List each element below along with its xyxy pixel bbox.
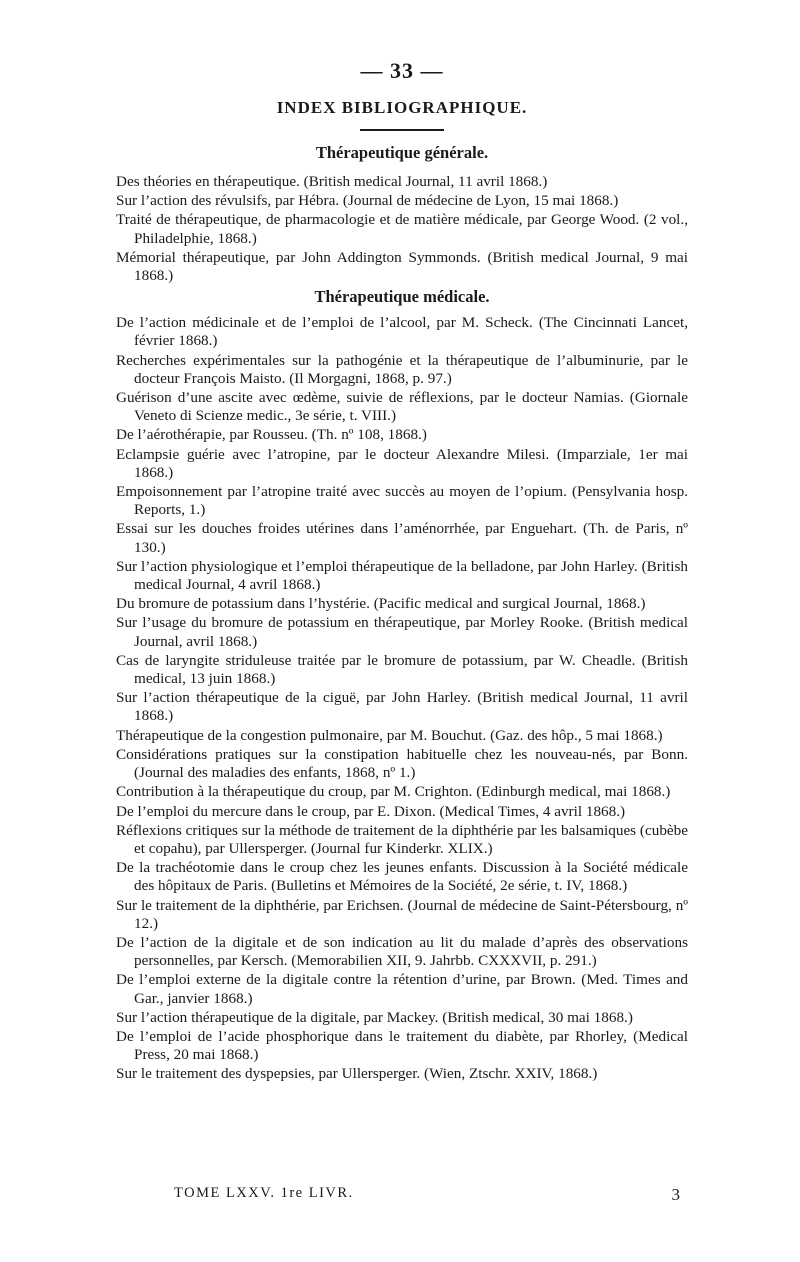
bibliography-entry: Mémorial thérapeutique, par John Addington Symmonds. (British medical Journal, 9 mai 1868.): [116, 248, 688, 285]
bibliography-entry: De l’emploi du mercure dans le croup, par E. Dixon. (Medical Times, 4 avril 1868.): [116, 802, 626, 820]
document-page: [116, 58, 688, 1204]
bibliography-entry: Sur le traitement des dyspepsies, par Ullersperger. (Wien, Ztschr. XXIV, 1868.): [116, 1065, 598, 1083]
bibliography-entry: Essai sur les douches froides utérines dans l’aménorrhée, par Enguehart. (Th. de Paris, nº 130.): [116, 520, 688, 556]
page-footer: [116, 1185, 688, 1205]
bibliography-entry: De l’aérothérapie, par Rousseu. (Th. nº 108, 1868.): [116, 426, 427, 444]
bibliography-entry: Sur l’action thérapeutique de la digitale, par Mackey. (British medical, 30 mai 1868.): [116, 1008, 633, 1026]
bibliography-entry: Eclampsie guérie avec l’atropine, par le docteur Alexandre Milesi. (Imparziale, 1er mai 1868.): [116, 445, 688, 481]
signature-line: TOME LXXV. 1re LIVR.: [174, 1185, 354, 1201]
bibliography-entry: Sur l’action thérapeutique de la ciguë, par John Harley. (British medical Journal, 11 avril 1868.): [116, 689, 688, 725]
signature-mark: 3: [671, 1185, 680, 1204]
section-heading-therapeutique-generale: Thérapeutique générale.: [315, 143, 489, 162]
page-title: INDEX BIBLIOGRAPHIQUE.: [276, 98, 528, 117]
bibliography-entry: De l’emploi de l’acide phosphorique dans le traitement du diabète, par Rhorley, (Medical Press, 20 mai 1868.): [116, 1027, 688, 1064]
bibliography-entry: Guérison d’une ascite avec œdème, suivie de réflexions, par le docteur Namias. (Giornale Veneto di Scienze medic., 3e série, t. VIII.): [116, 389, 688, 425]
bibliography-entry: Des théories en thérapeutique. (British medical Journal, 11 avril 1868.): [116, 173, 548, 190]
bibliography-entry: Du bromure de potassium dans l’hystérie. (Pacific medical and surgical Journal, 1868.): [116, 595, 646, 613]
bibliography-entry: Empoisonnement par l’atropine traité avec succès au moyen de l’opium. (Pensylvania hosp. Reports, 1.): [116, 483, 688, 519]
bibliography-entry: Traité de thérapeutique, de pharmacologie et de matière médicale, par George Wood. (2 vol., Philadelphie, 1868.): [116, 211, 688, 247]
bibliography-entry: Recherches expérimentales sur la pathogénie et la thérapeutique de l’albuminurie, par le docteur François Maisto. (Il Morgagni, 1868, p. 97.): [116, 351, 688, 387]
bibliography-entry: Cas de laryngite striduleuse traitée par le bromure de potassium, par W. Cheadle. (British medical, 13 juin 1868.): [116, 651, 688, 688]
bibliography-entry: De l’action de la digitale et de son indication au lit du malade d’après des observations personnelles, par Kersch. (Memorabilien XII, 9. Jahrbb. CXXXVII, p. 291.): [116, 933, 688, 970]
bibliography-entry: De l’emploi externe de la digitale contre la rétention d’urine, par Brown. (Med. Times and Gar., janvier 1868.): [116, 971, 688, 1007]
bibliography-entry: De la trachéotomie dans le croup chez les jeunes enfants. Discussion à la Société médicale des hôpitaux de Paris. (Bulletins et Mémoires de la Société, 2e série, t. IV, 1868.): [116, 859, 688, 895]
bibliography-entry: Sur l’action physiologique et l’emploi thérapeutique de la belladone, par John Harley. (British medical Journal, 4 avril 1868.): [116, 557, 688, 594]
bibliography-entry: Considérations pratiques sur la constipation habituelle chez les nouveau-nés, par Bonn. (Journal des maladies des enfants, 1868, nº 1.): [116, 745, 688, 782]
bibliography-entry: Contribution à la thérapeutique du croup, par M. Crighton. (Edinburgh medical, mai 1868.): [116, 783, 671, 801]
section-heading-therapeutique-medicale: Thérapeutique médicale.: [314, 287, 490, 307]
bibliography-entry: Thérapeutique de la congestion pulmonaire, par M. Bouchut. (Gaz. des hôp., 5 mai 1868.): [116, 726, 663, 744]
bibliography-entry: Sur l’action des révulsifs, par Hébra. (Journal de médecine de Lyon, 15 mai 1868.): [116, 192, 619, 210]
bibliography-list-generale: [116, 173, 688, 285]
bibliography-list-medicale: [116, 314, 688, 1083]
bibliography-entry: Sur l’usage du bromure de potassium en thérapeutique, par Morley Rooke. (British medical Journal, avril 1868.): [116, 614, 688, 650]
bibliography-entry: Réflexions critiques sur la méthode de traitement de la diphthérie par les balsamiques (cubèbe et copahu), par Ullersperger. (Journal fur Kinderkr. XLIX.): [116, 821, 688, 857]
bibliography-entry: Sur le traitement de la diphthérie, par Erichsen. (Journal de médecine de Saint-Pétersbourg, nº 12.): [116, 896, 688, 932]
bibliography-entry: De l’action médicinale et de l’emploi de l’alcool, par M. Scheck. (The Cincinnati Lancet, février 1868.): [116, 314, 688, 350]
title-divider: [360, 129, 444, 131]
page-number: — 33 —: [360, 58, 444, 83]
